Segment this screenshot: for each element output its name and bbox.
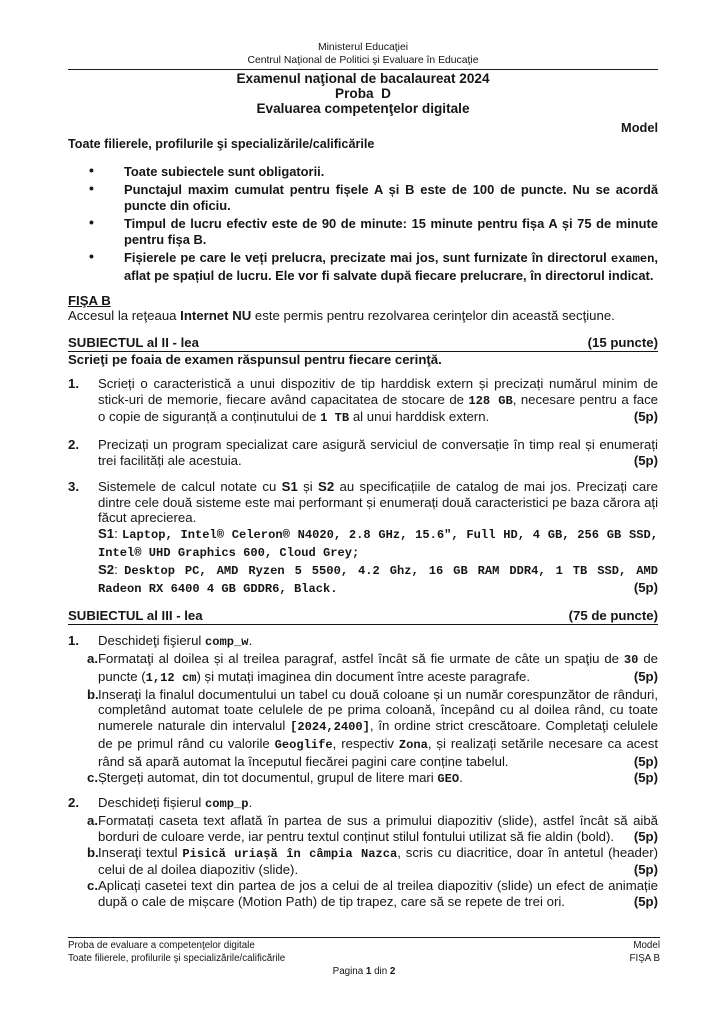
- exam-subject-title: Evaluarea competenţelor digitale: [256, 101, 470, 116]
- notice-item: • Timpul de lucru efectiv este de 90 de minute: 15 minute pentru fișa A și 75 de minute pentru fișa B.: [68, 216, 658, 248]
- item-text: Aplicați casetei text din partea de jos a celui de al treilea diapozitiv (slide) un efect de animație după o cale de mișcare (Motion Path) de tip trapez, care să se repete de trei ori. (5p): [98, 878, 658, 910]
- item-text: Ștergeți automat, din tot documentul, grupul de litere mari GEO. (5p): [98, 769, 658, 786]
- item-letter: b.: [87, 686, 99, 702]
- page-footer: [68, 937, 660, 979]
- task-item-2-3: [68, 479, 658, 598]
- task-item-3-2: [68, 795, 658, 813]
- item-number: 2.: [68, 437, 79, 453]
- notice-item: • Toate subiectele sunt obligatorii.: [68, 164, 658, 180]
- item-text: Formatați caseta text aflată în partea de sus a primului diapozitiv (slide), astfel încât să aibă borduri de culoare verde, iar pentru textul conținut stilul fontului utilizat să fie aldin (bold). (5p): [98, 813, 658, 844]
- item-text: Precizați un program specializat care asigură serviciul de conversație în timp real și enumerați trei facilități ale acestuia. (5p): [98, 437, 658, 468]
- section-3-points: (75 de puncte): [568, 608, 658, 624]
- item-letter: c.: [87, 769, 98, 785]
- footer-model: Model: [633, 940, 660, 951]
- section-3-header: [68, 608, 658, 625]
- task-item-3-1-c: [68, 770, 658, 788]
- item-text: Formataţi al doilea și al treilea paragraf, astfel încât să fie urmate de câte un spaţiu de 30 de puncte (1,12 cm) și mutați imaginea din document între aceste paragrafe. (5p): [98, 650, 658, 685]
- audience-line: Toate filierele, profilurile şi specializările/calificările: [68, 136, 375, 151]
- fisa-b-title: FIŞA B: [68, 292, 111, 308]
- item-text: Scrieți o caracteristică a unui dispozitiv de tip harddisk extern și precizați numărul minim de stick-uri de memorie, fiecare având capacitatea de stocare de 128 GB, necesare pentru a face o copie de siguranță a conținutului de 1 TB al unui harddisk extern. (5p): [98, 375, 658, 426]
- points-badge: (5p): [633, 894, 658, 910]
- header-national-center: Centrul Naţional de Politici şi Evaluare în Educaţie: [247, 54, 479, 66]
- exam-title: Examenul naţional de bacalaureat 2024: [236, 71, 490, 87]
- item-text: Deschideţi fişierul comp_w.: [98, 633, 253, 650]
- item-number: 2.: [68, 795, 79, 811]
- points-badge: (5p): [633, 579, 658, 595]
- item-letter: b.: [87, 844, 99, 860]
- task-item-2-1: [68, 376, 658, 427]
- task-item-2-2: [68, 437, 658, 469]
- footer-row-1: [68, 940, 660, 953]
- section-2-instruction: Scrieţi pe foaia de examen răspunsul pentru fiecare cerinţă.: [68, 351, 442, 367]
- item-text: Deschideți fișierul comp_p.: [98, 795, 253, 812]
- item-text: Sistemele de calcul notate cu S1 și S2 au specificațiile de catalog de mai jos. Precizați care dintre cele două sisteme este mai performant și enumerați două caracteristici pe baza cărora ați făcut aprecierea. S1: Laptop, Intel® Celeron® N4020, 2.8 GHz, 15.6", Full HD, 4 GB, 256 GB SSD, Intel® UHD Graphics 600, Cloud Grey; S2: Desktop PC, AMD Ryzen 5 5500, 4.2 Ghz, 16 GB RAM DDR4, 1 TB SSD, AMD Radeon RX 6400 4 GB GDDR6, Black. (5p): [98, 478, 659, 596]
- footer-proba: Proba de evaluare a competenţelor digitale: [68, 940, 255, 951]
- item-number: 1.: [68, 375, 79, 391]
- header-rule: [68, 68, 658, 70]
- footer-page-number: Pagina 1 din 2: [332, 966, 396, 978]
- item-letter: a.: [87, 813, 98, 829]
- item-number: 1.: [68, 633, 79, 649]
- header-ministry: Ministerul Educaţiei: [317, 42, 409, 53]
- points-badge: (5p): [633, 862, 658, 878]
- item-letter: c.: [87, 878, 98, 894]
- fisa-b-text: Accesul la reţeaua Internet NU este permis pentru rezolvarea cerinţelor din această secţiune.: [68, 308, 615, 324]
- footer-row-2: [68, 953, 660, 966]
- points-badge: (5p): [633, 668, 658, 684]
- item-letter: a.: [87, 650, 98, 666]
- points-badge: (5p): [633, 828, 658, 844]
- notice-item: • Punctajul maxim cumulat pentru fișele A și B este de 100 de puncte. Nu se acordă puncte din oficiu.: [68, 182, 658, 214]
- section-2-title: SUBIECTUL al II - lea: [68, 335, 199, 351]
- points-badge: (5p): [633, 753, 658, 769]
- section-2-header: [68, 335, 658, 352]
- model-label: Model: [621, 119, 658, 135]
- footer-fisa: FIŞA B: [629, 952, 660, 964]
- points-badge: (5p): [633, 452, 658, 468]
- item-text: Inseraţi la finalul documentului un tabel cu două coloane și un număr corespunzător de rânduri, completând automat toate celulele de pe prima coloană, începând cu al doilea rând, cu toate numerele naturale din intervalul [2024,2400], în ordine strict crescătoare. Completaţi celulele de pe primul rând cu valorile Geoglife, respectiv Zona, și realizați setările necesare ca acest rând să apară automat la începutul fiecărei pagini care conține tabelul. (5p): [98, 686, 658, 769]
- task-item-3-1: [68, 633, 658, 651]
- points-badge: (5p): [633, 769, 658, 785]
- general-notice-list: [68, 164, 658, 284]
- points-badge: (5p): [633, 409, 658, 425]
- section-3-title: SUBIECTUL al III - lea: [68, 608, 203, 624]
- item-number: 3.: [68, 478, 79, 494]
- task-item-3-2-c: [68, 878, 658, 910]
- task-item-3-1-a: [68, 651, 658, 687]
- task-item-3-1-b: [68, 687, 658, 770]
- footer-audience: Toate filierele, profilurile şi specializările/calificările: [68, 952, 286, 964]
- section-2-points: (15 puncte): [587, 335, 658, 351]
- notice-item: • Fișierele pe care le veți prelucra, precizate mai jos, sunt furnizate în directorul examen, aflat pe spațiul de lucru. Ele vor fi salvate după fiecare prelucrare, în directorul indicat.: [68, 250, 658, 284]
- item-text: Inseraţi textul Pisică uriașă în câmpia Nazca, scris cu diacritice, doar în antetul (header) celui de al doilea diapozitiv (slide). (5p): [98, 844, 659, 878]
- proba-title: Proba D: [335, 86, 391, 102]
- task-item-3-2-a: [68, 813, 658, 845]
- task-item-3-2-b: [68, 845, 658, 879]
